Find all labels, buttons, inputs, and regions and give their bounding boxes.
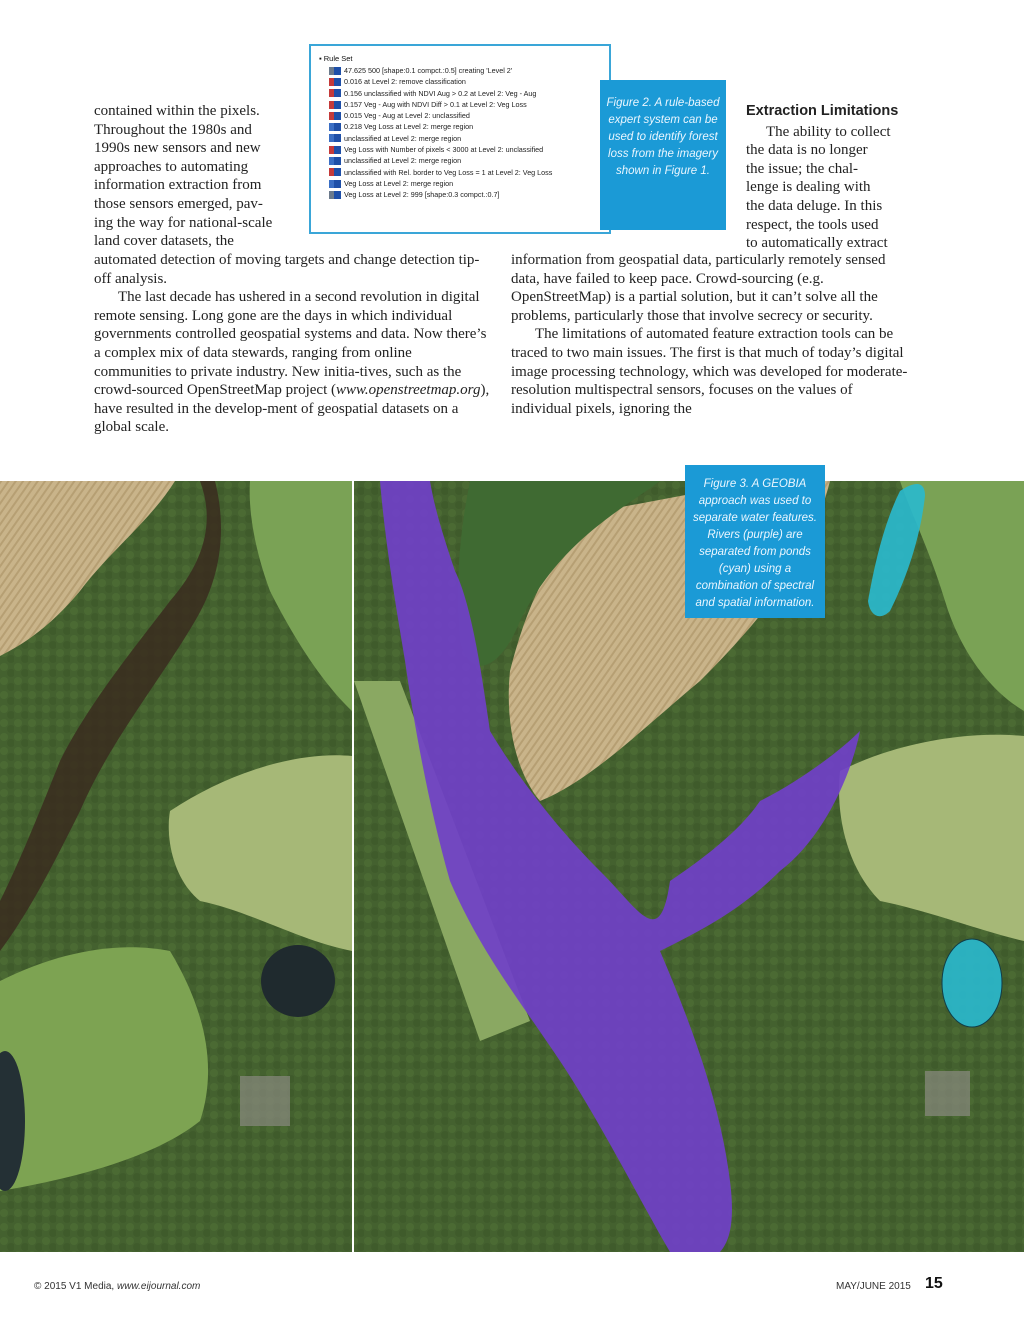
rule-text: 0.218 Veg Loss at Level 2: merge region xyxy=(344,122,474,132)
right-top-lines xyxy=(746,123,936,253)
rule-item[interactable] xyxy=(329,110,611,121)
rule-item[interactable] xyxy=(329,121,611,132)
rule-item[interactable] xyxy=(329,189,611,200)
bullet-icon: ▪ xyxy=(319,54,324,63)
rule-item[interactable] xyxy=(329,144,611,155)
text-line: Throughout the 1980s and xyxy=(94,121,252,138)
rule-text: unclassified at Level 2: merge region xyxy=(344,133,462,143)
text-line: the data is no longer xyxy=(746,142,868,159)
text-line: to automatically extract xyxy=(746,235,888,252)
classify-icon xyxy=(329,146,341,154)
rule-text: unclassified with Rel. border to Veg Loss = 1 at Level 2: Veg Loss xyxy=(344,167,553,177)
grid-icon xyxy=(329,191,341,199)
merge-icon xyxy=(329,180,341,188)
grid-icon xyxy=(329,67,341,75)
text-line: approaches to automating xyxy=(94,158,249,175)
classify-icon xyxy=(329,89,341,97)
rule-text: Veg Loss with Number of pixels < 3000 at Level 2: unclassified xyxy=(344,145,544,155)
right-column-body xyxy=(511,251,909,418)
rule-text: 0.016 at Level 2: remove classification xyxy=(344,77,466,87)
section-heading: Extraction Limitations xyxy=(746,103,899,119)
footer-copyright: © 2015 V1 Media, www.eijournal.com xyxy=(34,1281,201,1292)
left-aerial-image xyxy=(0,481,352,1252)
text-line: land cover datasets, the xyxy=(94,233,234,250)
footer-issue: MAY/JUNE 2015 xyxy=(836,1281,911,1292)
rule-item[interactable] xyxy=(329,88,611,99)
text-line: ing the way for national-scale xyxy=(94,214,273,231)
rule-text: 0.157 Veg - Aug with NDVI Diff > 0.1 at Level 2: Veg Loss xyxy=(344,99,527,109)
left-paragraph-2: The last decade has ushered in a second revolution in digital remote sensing. Long gone are the days in which individual governments controlled geospatial systems and data. Now there’s a complex mix of data stewards, ranging from online communities to private industry. New initia-tives, such as the crowd-sourced OpenStreetMap project (www.openstreetmap.org), have resulted in the develop-ment of geospatial datasets on a global scale. xyxy=(94,289,490,436)
left-continuation: automated detection of moving targets and change detection tip-off analysis. xyxy=(94,252,480,287)
rule-text: 0.015 Veg - Aug at Level 2: unclassified xyxy=(344,111,470,121)
rule-item[interactable] xyxy=(329,178,611,189)
page-number: 15 xyxy=(925,1275,943,1292)
left-column-top xyxy=(94,102,304,251)
rule-text: 47.625 500 [shape:0.1 compct.:0.5] creating 'Level 2' xyxy=(344,66,513,75)
ruleset-figure xyxy=(309,44,611,234)
right-paragraph-2: The limitations of automated feature extraction tools can be traced to two main issues. The first is that much of today’s digital image processing technology, which was developed for moderate-resolution multispectral sensors, focuses on the values of individual pixels, ignoring the xyxy=(511,326,908,417)
merge-icon xyxy=(329,134,341,142)
rule-item[interactable] xyxy=(329,167,611,178)
right-column-top xyxy=(746,102,936,253)
figure-2-caption: Figure 2. A rule-based expert system can be used to identify forest loss from the imagery shown in Figure 1. xyxy=(600,80,726,230)
rule-item[interactable] xyxy=(329,99,611,110)
classify-icon xyxy=(329,112,341,120)
classify-icon xyxy=(329,168,341,176)
left-column-body xyxy=(94,251,490,437)
rule-text: unclassified at Level 2: merge region xyxy=(344,156,462,166)
rule-item[interactable] xyxy=(329,133,611,144)
classify-icon xyxy=(329,78,341,86)
text-line: 1990s new sensors and new xyxy=(94,140,261,157)
ruleset-title: ▪ Rule Set xyxy=(319,54,353,63)
text-line: respect, the tools used xyxy=(746,216,879,233)
rule-text: 0.156 unclassified with NDVI Aug > 0.2 at Level 2: Veg - Aug xyxy=(344,88,537,98)
rule-text: Veg Loss at Level 2: 999 [shape:0.3 compct.:0.7] xyxy=(344,190,500,200)
aerial-imagery xyxy=(0,481,1024,1252)
aerial-imagery-svg xyxy=(0,481,1024,1252)
text-line: information extraction from xyxy=(94,177,262,194)
footer-site-link[interactable]: www.eijournal.com xyxy=(116,1281,201,1292)
figure-3-caption: Figure 3. A GEOBIA approach was used to separate water features. Rivers (purple) are separated from ponds (cyan) using a combination of spectral and spatial information. xyxy=(685,465,825,618)
rule-item[interactable] xyxy=(329,76,611,87)
classify-icon xyxy=(329,101,341,109)
rule-item[interactable] xyxy=(329,155,611,166)
pond-overlay-bottom xyxy=(942,939,1002,1027)
ruleset-list xyxy=(329,65,611,201)
text-line: The ability to collect xyxy=(766,123,891,140)
merge-icon xyxy=(329,157,341,165)
text-line: lenge is dealing with xyxy=(746,179,871,196)
rule-item[interactable] xyxy=(329,65,611,76)
rule-text: Veg Loss at Level 2: merge region xyxy=(344,178,454,188)
right-continuation: information from geospatial data, particularly remotely sensed data, have failed to keep pace. Crowd-sourcing (e.g. OpenStreetMap) is a partial solution, but it can’t solve all the problems, particularly those that involve secrecy or security. xyxy=(511,252,886,324)
pond-left xyxy=(261,945,335,1017)
text-line: contained within the pixels. xyxy=(94,103,260,119)
text-line: the issue; the chal- xyxy=(746,160,859,177)
text-line: those sensors emerged, pav- xyxy=(94,195,263,212)
openstreetmap-link[interactable]: www.openstreetmap.org xyxy=(336,382,481,399)
merge-icon xyxy=(329,123,341,131)
text-line: the data deluge. In this xyxy=(746,197,883,214)
